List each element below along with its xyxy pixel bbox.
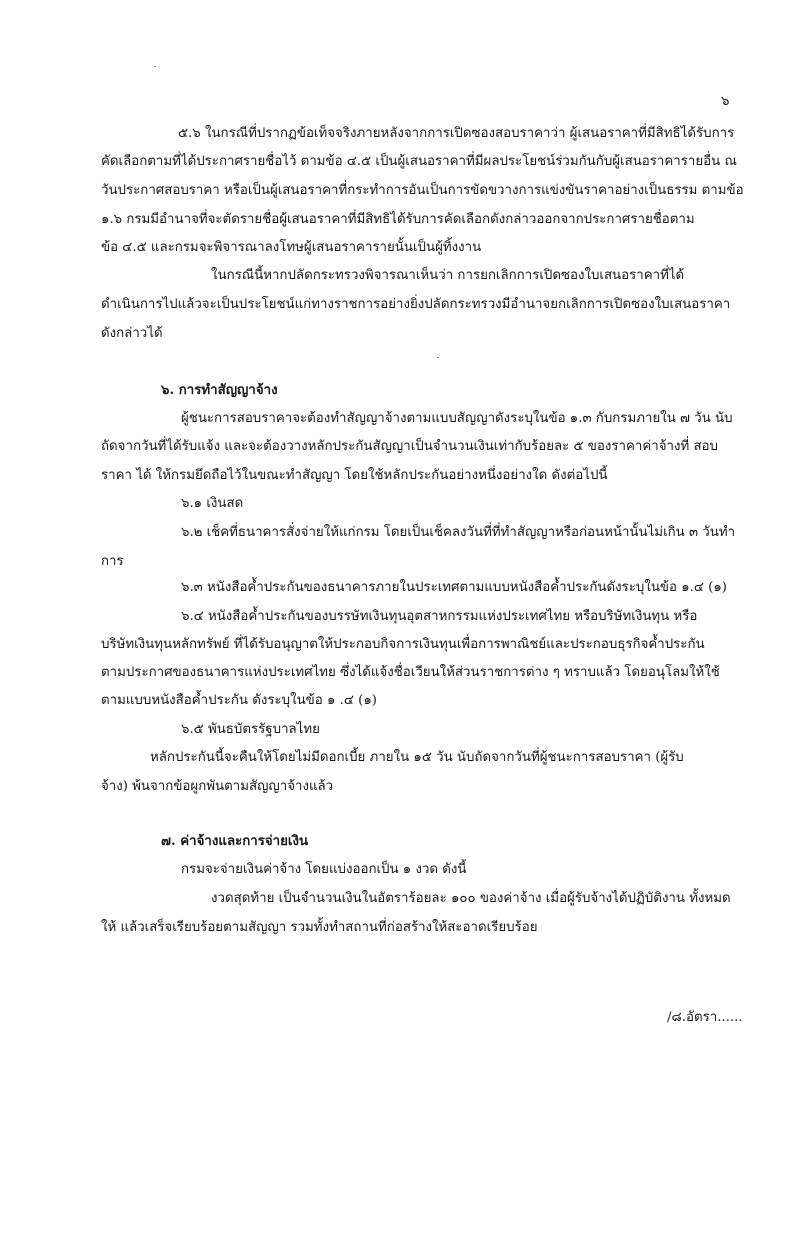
para-cancel-line: ในกรณีนี้หากปลัดกระทรวงพิจารณาเห็นว่า การยกเลิกการเปิดซองใบเสนอราคาที่ได้ [211,268,685,283]
section-6-heading: ๖. การทำสัญญาจ้าง [161,383,278,398]
para-cancel-line: ดำเนินการไปแล้วจะเป็นประโยชน์แก่ทางราชการอย่างยิ่งปลัดกระทรวงมีอำนาจยกเลิกการเปิดซองใบเสนอราคา [101,297,731,312]
para-5-6-line: คัดเลือกตามที่ได้ประกาศรายชื่อไว้ ตามข้อ ๔.๕ เป็นผู้เสนอราคาที่มีผลประโยชน์ร่วมกันกับผู้เสนอราคารายอื่น ณ [101,154,737,169]
section-6-item-4-line: ตามประกาศของธนาคารแห่งประเทศไทย ซึ่งได้แจ้งชื่อเวียนให้ส่วนราชการต่าง ๆ ทราบแล้ว โดยอนุโลมให้ใช้ [101,665,720,680]
section-6-item-4-line: ๖.๔ หนังสือค้ำประกันของบรรษัทเงินทุนอุตสาหกรรมแห่งประเทศไทย หรือบริษัทเงินทุน หรือ [181,609,698,624]
section-6-item-2-line: ๖.๒ เช็คที่ธนาคารสั่งจ่ายให้แก่กรม โดยเป็นเช็คลงวันที่ที่ทำสัญญาหรือก่อนหน้านั้นไม่เกิน ๓ วันทำ [181,525,736,540]
section-7-final-line: งวดสุดท้าย เป็นจำนวนเงินในอัตราร้อยละ ๑๐๐ ของค่าจ้าง เมื่อผู้รับจ้างได้ปฏิบัติงาน ทั้งหมด [211,891,731,906]
scan-speck [154,66,156,67]
section-6-intro-line: ถัดจากวันที่ได้รับแจ้ง และจะต้องวางหลักประกันสัญญาเป็นจำนวนเงินเท่ากับร้อยละ ๕ ของราคาค่าจ้างที่ สอบ [101,439,718,454]
section-6-refund-line: จ้าง) พ้นจากข้อผูกพันตามสัญญาจ้างแล้ว [101,779,334,794]
section-6-refund-line: หลักประกันนี้จะคืนให้โดยไม่มีดอกเบี้ย ภายใน ๑๕ วัน นับถัดจากวันที่ผู้ชนะการสอบราคา (ผู้รับ [150,750,684,765]
section-6-item-4-line: บริษัทเงินทุนหลักทรัพย์ ที่ได้รับอนุญาตให้ประกอบกิจการเงินทุนเพื่อการพาณิชย์และประกอบธุรกิจค้ำประกัน [101,637,705,652]
section-7-final-line: ให้ แล้วเสร็จเรียบร้อยตามสัญญา รวมทั้งทำสถานที่ก่อสร้างให้สะอาดเรียบร้อย [101,920,538,935]
section-7-intro: กรมจะจ่ายเงินค่าจ้าง โดยแบ่งออกเป็น ๑ งวด ดังนี้ [181,862,467,877]
para-5-6-line: ๕.๖ ในกรณีที่ปรากฏข้อเท็จจริงภายหลังจากการเปิดซองสอบราคาว่า ผู้เสนอราคาที่มีสิทธิได้รับการ [178,126,735,141]
section-6-intro-line: ราคา ได้ ให้กรมยึดถือไว้ในขณะทำสัญญา โดยใช้หลักประกันอย่างหนึ่งอย่างใด ดังต่อไปนี้ [101,468,608,483]
section-6-intro-line: ผู้ชนะการสอบราคาจะต้องทำสัญญาจ้างตามแบบสัญญาดังระบุในข้อ ๑.๓ กับกรมภายใน ๗ วัน นับ [181,411,733,426]
section-6-item-4-line: ตามแบบหนังสือค้ำประกัน ดังระบุในข้อ ๑ .๔ (๑) [101,693,377,708]
section-6-item-1: ๖.๑ เงินสด [181,496,244,511]
section-6-item-5: ๖.๕ พันธบัตรรัฐบาลไทย [181,722,320,737]
continuation-marker: /๘.อัตรา...... [667,1010,743,1025]
para-cancel-line: ดังกล่าวได้ [101,326,163,341]
scan-speck [437,357,439,358]
section-7-heading: ๗. ค่าจ้างและการจ่ายเงิน [161,834,309,849]
para-5-6-line: ๑.๖ กรมมีอำนาจที่จะตัดรายชื่อผู้เสนอราคาที่มีสิทธิได้รับการคัดเลือกดังกล่าวออกจากประกาศรายชื่อตาม [101,212,695,227]
page-number: ๖ [721,94,730,109]
para-5-6-line: วันประกาศสอบราคา หรือเป็นผู้เสนอราคาที่กระทำการอันเป็นการขัดขวางการแข่งขันราคาอย่างเป็นธรรม ตามข้อ [101,183,744,198]
section-6-item-3: ๖.๓ หนังสือค้ำประกันของธนาคารภายในประเทศตามแบบหนังสือค้ำประกันดังระบุในข้อ ๑.๔ (๑) [181,580,727,595]
section-6-item-2-line: การ [101,554,124,569]
para-5-6-line: ข้อ ๔.๕ และกรมจะพิจารณาลงโทษผู้เสนอราคารายนั้นเป็นผู้ทิ้งงาน [101,240,482,255]
